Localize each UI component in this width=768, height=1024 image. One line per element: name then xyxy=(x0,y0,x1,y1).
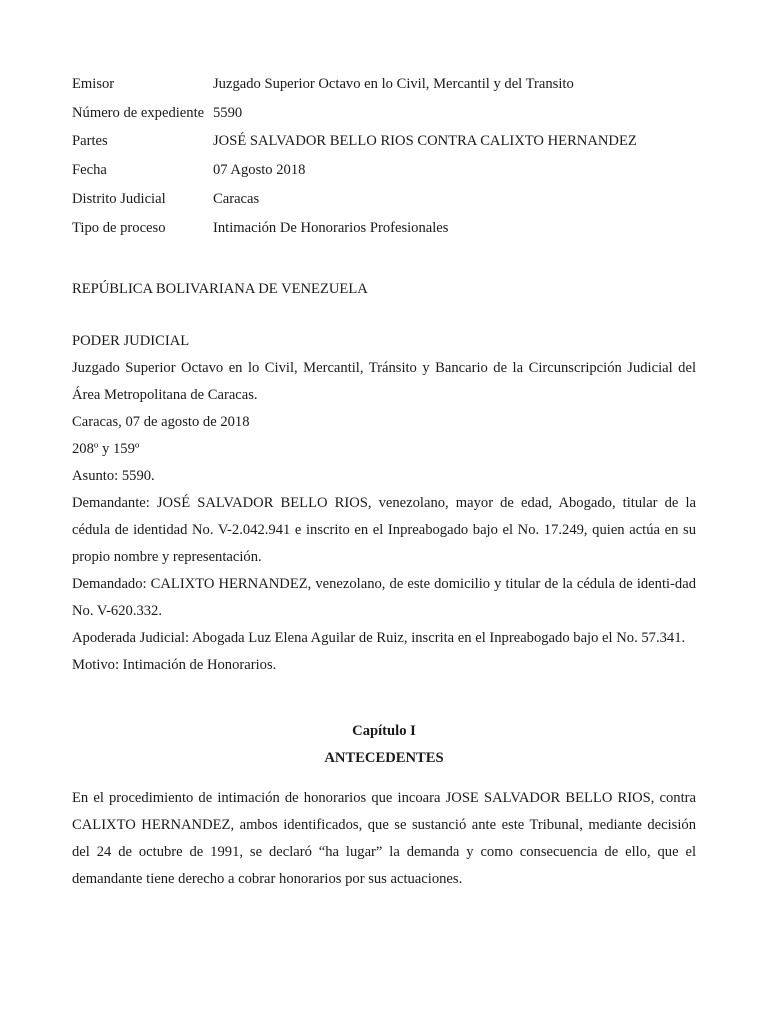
case-metadata-table xyxy=(72,70,637,243)
chapter-heading xyxy=(72,718,696,772)
metadata-label: Emisor xyxy=(72,75,115,92)
metadata-label: Distrito Judicial xyxy=(72,191,166,208)
metadata-value: 5590 xyxy=(213,104,243,121)
place-date: Caracas, 07 de agosto de 2018 xyxy=(72,413,250,430)
demandado-paragraph: Demandado: CALIXTO HERNANDEZ, venezolano, de este domicilio y titular de la cédula de identi-dad No. V-620.332. xyxy=(72,575,696,619)
chapter-number: Capítulo I xyxy=(352,722,416,739)
metadata-row-expediente xyxy=(72,99,637,128)
asunto-line: Asunto: 5590. xyxy=(72,467,155,484)
metadata-label: Tipo de proceso xyxy=(72,219,166,236)
republica-heading: REPÚBLICA BOLIVARIANA DE VENEZUELA xyxy=(72,280,368,297)
metadata-value: 07 Agosto 2018 xyxy=(213,162,306,179)
metadata-row-partes xyxy=(72,128,637,157)
metadata-value: Juzgado Superior Octavo en lo Civil, Mercantil y del Transito xyxy=(213,75,574,92)
antecedentes-paragraph: En el procedimiento de intimación de honorarios que incoara JOSE SALVADOR BELLO RIOS, contra CALIXTO HERNANDEZ, ambos identificados, que se sustanció ante este Tribunal, mediante decisión del 24 de octubre de 1991, se declaró “ha lugar” la demanda y como consecuencia de ello, que el demandante tiene derecho a cobrar honorarios por sus actuaciones. xyxy=(72,789,696,887)
metadata-label: Partes xyxy=(72,133,108,150)
metadata-label: Número de expediente xyxy=(72,104,205,121)
metadata-value: Caracas xyxy=(213,191,260,208)
apoderada-paragraph: Apoderada Judicial: Abogada Luz Elena Aguilar de Ruiz, inscrita en el Inpreabogado bajo el No. 57.341. xyxy=(72,629,686,646)
metadata-value: Intimación De Honorarios Profesionales xyxy=(213,219,449,236)
metadata-row-fecha xyxy=(72,156,637,185)
chapter-title: ANTECEDENTES xyxy=(324,749,444,766)
metadata-label: Fecha xyxy=(72,162,107,179)
years-line: 208º y 159º xyxy=(72,440,140,457)
demandante-paragraph: Demandante: JOSÉ SALVADOR BELLO RIOS, venezolano, mayor de edad, Abogado, titular de la cédula de identidad No. V-2.042.941 e inscrito en el Inpreabogado bajo el No. 17.249, quien actúa en su propio nombre y representación. xyxy=(72,494,696,565)
document-page xyxy=(72,70,696,893)
poder-judicial-heading: PODER JUDICIAL xyxy=(72,332,190,349)
metadata-value: JOSÉ SALVADOR BELLO RIOS CONTRA CALIXTO HERNANDEZ xyxy=(213,133,637,150)
motivo-line: Motivo: Intimación de Honorarios. xyxy=(72,656,277,673)
court-name: Juzgado Superior Octavo en lo Civil, Mercantil, Tránsito y Bancario de la Circunscripción Judicial del Área Metropolitana de Caracas. xyxy=(72,359,696,403)
metadata-row-tipo xyxy=(72,214,637,243)
metadata-row-emisor xyxy=(72,70,637,99)
metadata-row-distrito xyxy=(72,185,637,214)
